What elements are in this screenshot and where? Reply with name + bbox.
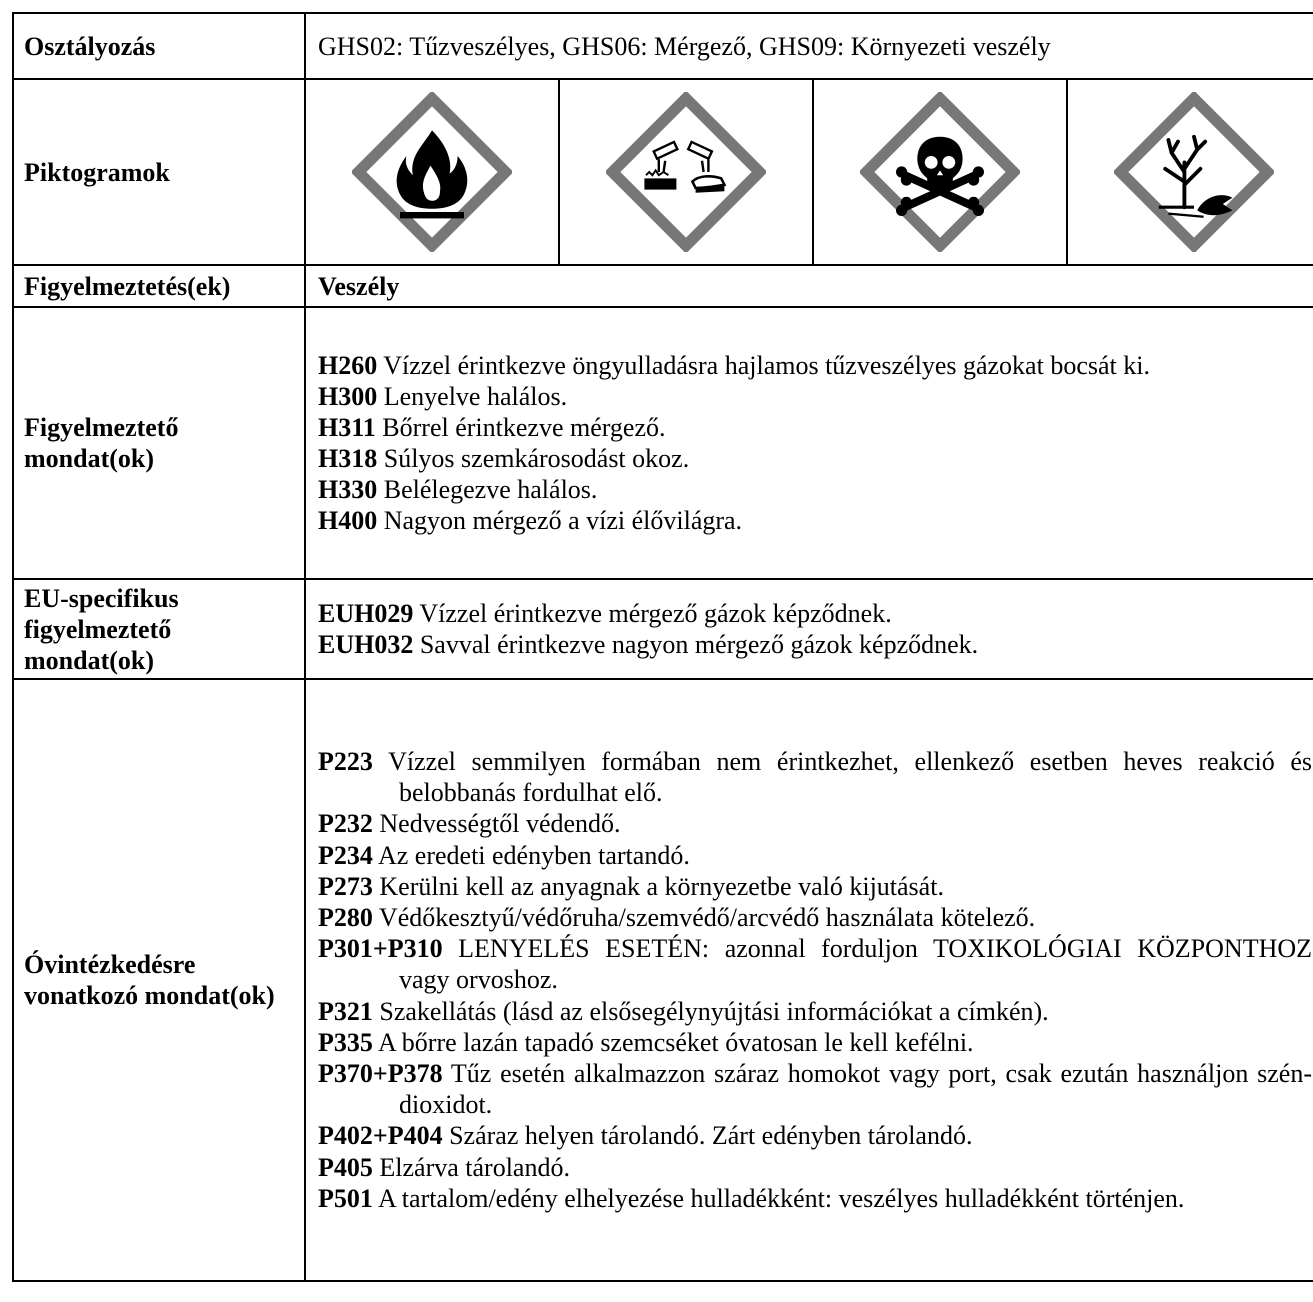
statement-item (318, 412, 1312, 443)
statement-text: Súlyos szemkárosodást okoz. (383, 444, 690, 473)
statement-code: H400 (318, 506, 378, 535)
pictograms-label: Piktogramok (13, 79, 305, 265)
statement-item (318, 350, 1312, 381)
statement-text: Nagyon mérgező a vízi élővilágra. (383, 506, 743, 535)
statement-item (318, 381, 1312, 412)
statement-item (318, 933, 1312, 995)
statement-item (318, 474, 1312, 505)
statement-item (318, 902, 1312, 933)
statement-text: Kerülni kell az anyagnak a környezetbe való kijutását. (379, 871, 944, 901)
statement-text: Elzárva tárolandó. (379, 1152, 570, 1182)
statement-item (318, 1152, 1312, 1183)
classification-value: GHS02: Tűzveszélyes, GHS06: Mérgező, GHS09: Környezeti veszély (305, 13, 1313, 79)
flame-icon (352, 92, 512, 252)
statement-item (318, 505, 1312, 536)
statement-code: P370+P378 (318, 1059, 443, 1088)
statement-text: Vízzel semmilyen formában nem érintkezhet, ellenkező esetben heves reakció és belobbanás fordulhat elő. (388, 746, 1312, 808)
statement-text: Az eredeti edényben tartandó. (377, 840, 690, 870)
statement-code: P234 (318, 840, 373, 870)
statement-code: P273 (318, 871, 373, 901)
statement-item (318, 996, 1312, 1027)
classification-label: Osztályozás (13, 13, 305, 79)
statement-text: Belélegezve halálos. (383, 475, 598, 504)
statement-code: EUH032 (318, 630, 414, 659)
statement-item (318, 840, 1312, 871)
hazard-statements-row (13, 307, 1313, 579)
statement-code: P501 (318, 1183, 373, 1213)
statement-text: Szakellátás (lásd az elsősegélynyújtási információkat a címkén). (379, 996, 1049, 1026)
signal-word-value: Veszély (305, 265, 1313, 307)
statement-text: Száraz helyen tárolandó. Zárt edényben tárolandó. (449, 1121, 973, 1151)
corrosion-icon (606, 92, 766, 252)
eu-statements-label: EU-specifikus figyelmeztető mondat(ok) (13, 579, 305, 679)
statement-code: P402+P404 (318, 1121, 443, 1151)
statement-text: Bőrrel érintkezve mérgező. (382, 413, 666, 442)
hazard-statements-list (305, 307, 1313, 579)
hazard-statements-label: Figyelmeztető mondat(ok) (13, 307, 305, 579)
precautionary-statements-list (305, 679, 1313, 1281)
classification-row (13, 13, 1313, 79)
statement-code: EUH029 (318, 599, 414, 628)
statement-code: H260 (318, 351, 378, 380)
pictogram-grid (306, 80, 1313, 264)
statement-code: P321 (318, 996, 373, 1026)
statement-text: A tartalom/edény elhelyezése hulladékként: veszélyes hulladékként történjen. (377, 1183, 1185, 1213)
statement-item (318, 443, 1312, 474)
statement-item (318, 746, 1312, 808)
statement-text: Vízzel érintkezve öngyulladásra hajlamos tűzveszélyes gázokat bocsát ki. (383, 351, 1150, 380)
statement-code: H300 (318, 382, 378, 411)
statement-code: P223 (318, 746, 373, 776)
pictograms-row (13, 79, 1313, 265)
statement-text: Lenyelve halálos. (383, 382, 568, 411)
statement-item (318, 598, 1312, 629)
statement-item (318, 1183, 1312, 1214)
ghs-label-table (12, 12, 1313, 1282)
statement-item (318, 871, 1312, 902)
statement-item (318, 808, 1312, 839)
statement-item (318, 629, 1312, 660)
precautionary-statements-row (13, 679, 1313, 1281)
statement-text: Savval érintkezve nagyon mérgező gázok képződnek. (419, 630, 979, 659)
statement-code: P280 (318, 902, 373, 932)
statement-item (318, 1027, 1312, 1058)
statement-code: H318 (318, 444, 378, 473)
signal-word-row (13, 265, 1313, 307)
statement-text: Védőkesztyű/védőruha/szemvédő/arcvédő használata kötelező. (378, 902, 1036, 932)
signal-word-label: Figyelmeztetés(ek) (13, 265, 305, 307)
statement-item (318, 1120, 1312, 1151)
statement-code: P335 (318, 1027, 373, 1057)
statement-text: Vízzel érintkezve mérgező gázok képződnek. (419, 599, 892, 628)
skull-crossbones-icon (860, 92, 1020, 252)
statement-text: Nedvességtől védendő. (379, 809, 621, 839)
statement-text: LENYELÉS ESETÉN: azonnal forduljon TOXIKOLÓGIAI KÖZPONTHOZ vagy orvoshoz. (399, 934, 1313, 995)
environment-icon (1114, 92, 1274, 252)
eu-statements-row (13, 579, 1313, 679)
statement-text: Tűz esetén alkalmazzon száraz homokot vagy port, csak ezután használjon szén-dioxidot. (399, 1059, 1312, 1120)
precautionary-statements-label: Óvintézkedésre vonatkozó mondat(ok) (13, 679, 305, 1281)
statement-code: P405 (318, 1152, 373, 1182)
eu-statements-list (305, 579, 1313, 679)
statement-code: H330 (318, 475, 378, 504)
statement-text: A bőrre lazán tapadó szemcséket óvatosan le kell kefélni. (377, 1027, 974, 1057)
statement-code: P301+P310 (318, 934, 443, 964)
statement-code: P232 (318, 809, 373, 839)
statement-code: H311 (318, 413, 376, 442)
statement-item (318, 1058, 1312, 1120)
